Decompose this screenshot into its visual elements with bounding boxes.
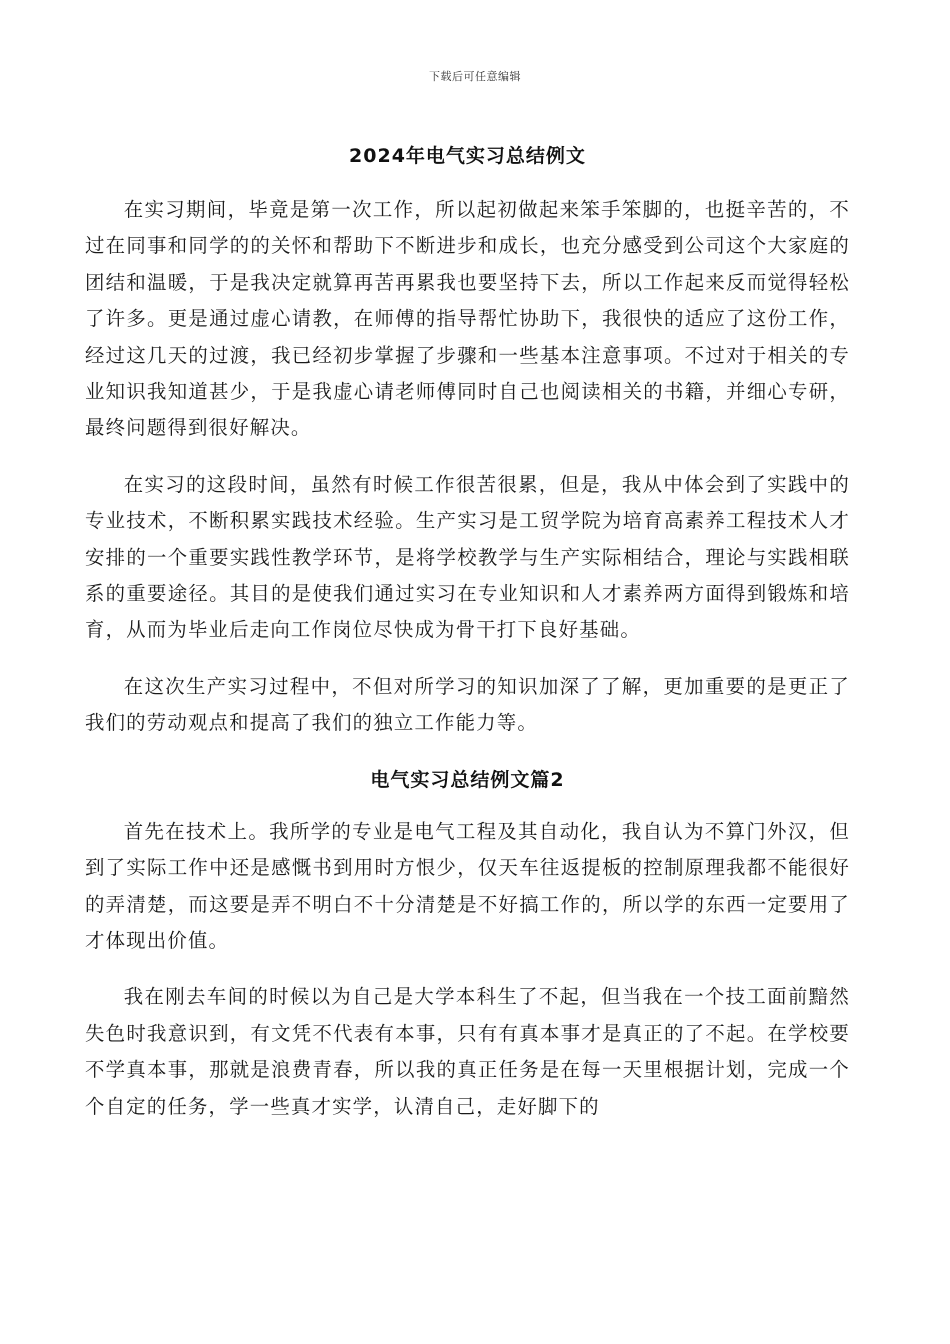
- paragraph: 在这次生产实习过程中，不但对所学习的知识加深了了解，更加重要的是更正了我们的劳动观点和提高了我们的独立工作能力等。: [85, 674, 850, 735]
- document-title: 2024年电气实习总结例文: [349, 145, 586, 167]
- paragraph: 在实习期间，毕竟是第一次工作，所以起初做起来笨手笨脚的，也挺辛苦的，不过在同事和同学的的关怀和帮助下不断进步和成长，也充分感受到公司这个大家庭的团结和温暖，于是我决定就算再苦再累我也要坚持下去，所以工作起来反而觉得轻松了许多。更是通过虚心请教，在师傅的指导帮忙协助下，我很快的适应了这份工作，经过这几天的过渡，我已经初步掌握了步骤和一些基本注意事项。不过对于相关的专业知识我知道甚少，于是我虚心请老师傅同时自己也阅读相关的书籍，并细心专研，最终问题得到很好解决。: [85, 198, 850, 440]
- paragraph: 我在刚去车间的时候以为自己是大学本科生了不起，但当我在一个技工面前黯然失色时我意识到，有文凭不代表有本事，只有有真本事才是真正的了不起。在学校要不学真本事，那就是浪费青春，所以我的真正任务是在每一天里根据计划，完成一个个自定的任务，学一些真才实学，认清自己，走好脚下的: [85, 985, 850, 1118]
- document-body: [85, 138, 850, 1145]
- paragraph: 首先在技术上。我所学的专业是电气工程及其自动化，我自认为不算门外汉，但到了实际工作中还是感慨书到用时方恨少，仅天车往返提板的控制原理我都不能很好的弄清楚，而这要是弄不明白不十分清楚是不好搞工作的，所以学的东西一定要用了才体现出价值。: [85, 819, 850, 952]
- section-title: 电气实习总结例文篇2: [370, 768, 565, 791]
- header-note: 下载后可任意编辑: [429, 70, 521, 83]
- paragraph: 在实习的这段时间，虽然有时候工作很苦很累，但是，我从中体会到了实践中的专业技术，不断积累实践技术经验。生产实习是工贸学院为培育高素养工程技术人才安排的一个重要实践性教学环节，是将学校教学与生产实际相结合，理论与实践相联系的重要途径。其目的是使我们通过实习在专业知识和人才素养两方面得到锻炼和培育，从而为毕业后走向工作岗位尽快成为骨干打下良好基础。: [85, 472, 850, 642]
